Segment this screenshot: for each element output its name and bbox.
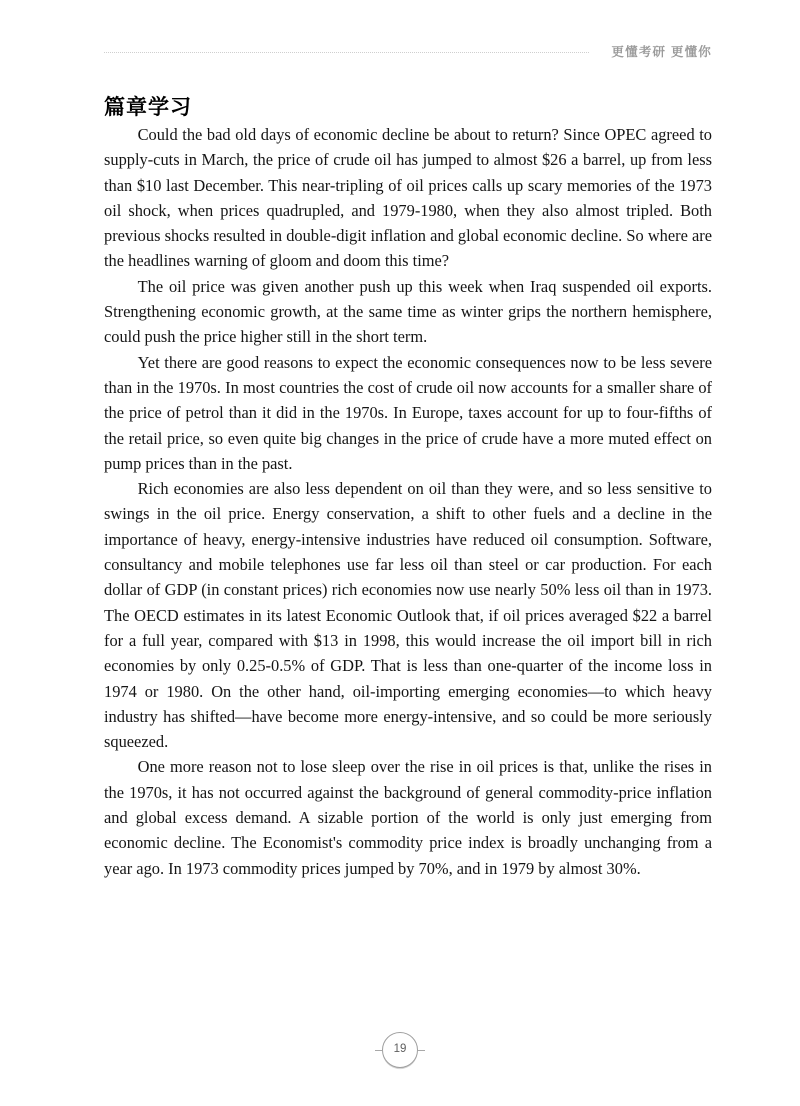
page-number-footer bbox=[0, 1032, 800, 1068]
header-rule-divider bbox=[104, 52, 589, 53]
page-number-badge bbox=[382, 1032, 418, 1068]
article-body bbox=[104, 122, 712, 881]
header-brand-text: 更懂考研 更懂你 bbox=[611, 45, 712, 59]
paragraph: Could the bad old days of economic decline be about to return? Since OPEC agreed to supply-cuts in March, the price of crude oil has jumped to almost $26 a barrel, up from less than $10 last December. This near-tripling of oil prices calls up scary memories of the 1973 oil shock, when prices quadrupled, and 1979-1980, when they also almost tripled. Both previous shocks resulted in double-digit inflation and global economic decline. So where are the headlines warning of gloom and doom this time? bbox=[104, 125, 712, 271]
running-header bbox=[0, 38, 800, 64]
page-number-text: 19 bbox=[393, 1043, 407, 1056]
paragraph: The oil price was given another push up this week when Iraq suspended oil exports. Strengthening economic growth, at the same time as winter grips the northern hemisphere, could push the price higher still in the short term. bbox=[104, 276, 712, 347]
page-title: 篇章学习 bbox=[104, 96, 192, 120]
paragraph: Rich economies are also less dependent on oil than they were, and so less sensitive to swings in the oil price. Energy conservation, a shift to other fuels and a decline in the importance of heavy, energy-intensive industries have reduced oil consumption. Software, consultancy and mobile telephones use far less oil than steel or car production. For each dollar of GDP (in constant prices) rich economies now use nearly 50% less oil than in 1973. The OECD estimates in its latest Economic Outlook that, if oil prices averaged $22 a barrel for a full year, compared with $13 in 1998, this would increase the oil import bill in rich economies by only 0.25-0.5% of GDP. That is less than one-quarter of the income loss in 1974 or 1980. On the other hand, oil-importing emerging economies—to which heavy industry has shifted—have become more energy-intensive, and so could be more seriously squeezed. bbox=[104, 479, 712, 752]
paragraph: Yet there are good reasons to expect the economic consequences now to be less severe than in the 1970s. In most countries the cost of crude oil now accounts for a smaller share of the price of petrol than it did in the 1970s. In Europe, taxes account for up to four-fifths of the retail price, so even quite big changes in the price of crude have a more muted effect on pump prices than in the past. bbox=[104, 352, 712, 473]
paragraph: One more reason not to lose sleep over the rise in oil prices is that, unlike the rises in the 1970s, it has not occurred against the background of general commodity-price inflation and global excess demand. A sizable portion of the world is only just emerging from economic decline. The Economist's commodity price index is broadly unchanging from a year ago. In 1973 commodity prices jumped by 70%, and in 1979 by almost 30%. bbox=[104, 757, 712, 878]
